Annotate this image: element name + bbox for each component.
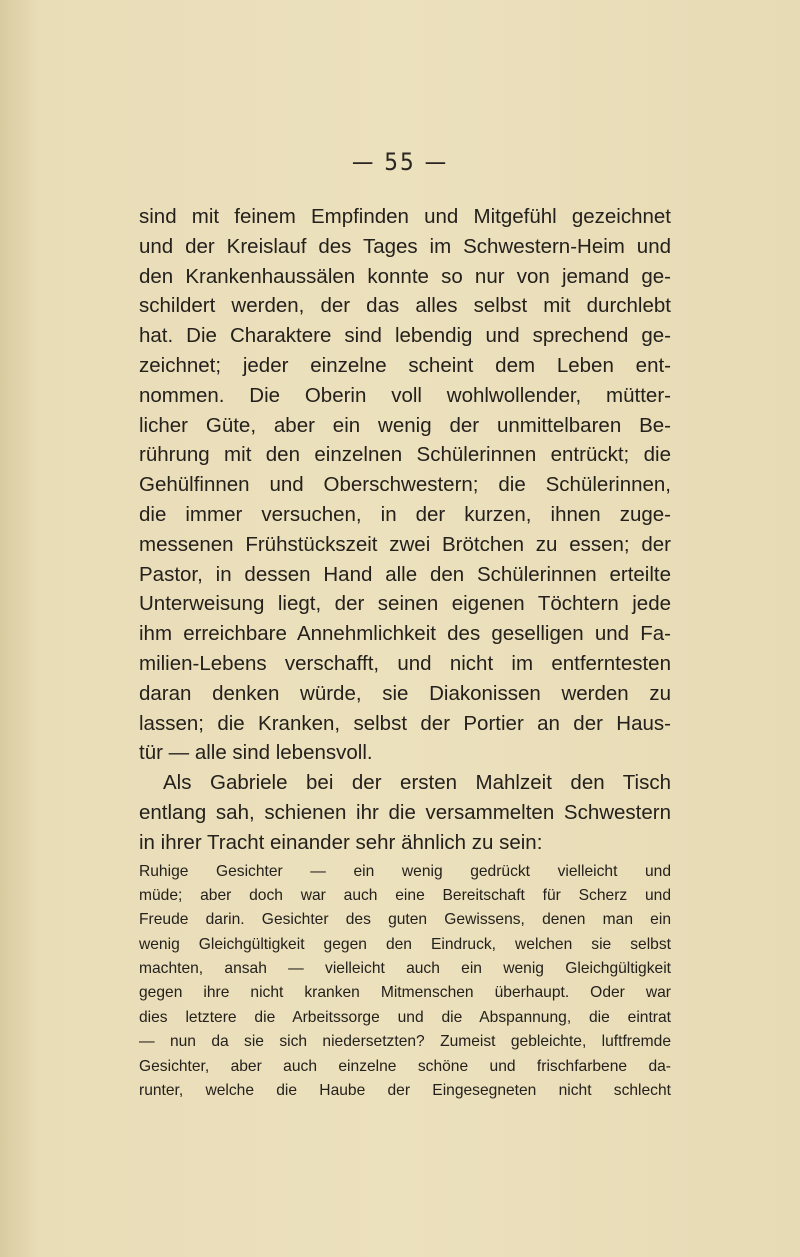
text-line: Als Gabriele bei der ersten Mahlzeit den Tisch — [163, 771, 671, 795]
text-line: wenig Gleichgültigkeit gegen den Eindruck, welchen sie selbst — [139, 935, 671, 953]
text-line: Gehülfinnen und Oberschwestern; die Schülerinnen, — [139, 473, 671, 497]
text-line: und der Kreislauf des Tages im Schwestern-Heim und — [139, 234, 671, 258]
text-line: sind mit feinem Empfinden und Mitgefühl gezeichnet — [139, 205, 671, 228]
text-line: schildert werden, der das alles selbst mit durchlebt — [139, 294, 671, 318]
text-line: Gesichter, aber auch einzelne schöne und frischfarbene da- — [139, 1057, 671, 1075]
paragraph-1 — [139, 202, 671, 768]
text-line: entlang sah, schienen ihr die versammelten Schwestern — [139, 800, 671, 824]
text-line: ihm erreichbare Annehmlichkeit des geselligen und Fa- — [139, 622, 671, 646]
text-line: licher Güte, aber ein wenig der unmittelbaren Be- — [139, 413, 671, 437]
text-line: Pastor, in dessen Hand alle den Schülerinnen erteilte — [139, 562, 671, 586]
text-line: — nun da sie sich niedersetzten? Zumeist gebleichte, luftfremde — [139, 1033, 671, 1051]
text-line: Freude darin. Gesichter des guten Gewissens, denen man ein — [139, 911, 671, 929]
page-number: — 55 — — [351, 148, 449, 176]
text-line: milien-Lebens verschafft, und nicht im entferntesten — [139, 651, 671, 675]
text-line: dies letztere die Arbeitssorge und die Abspannung, die eintrat — [139, 1008, 671, 1026]
text-line: in ihrer Tracht einander sehr ähnlich zu sein: — [139, 830, 543, 854]
text-line: daran denken würde, sie Diakonissen werden zu — [139, 681, 671, 705]
text-line: Unterweisung liegt, der seinen eigenen Töchtern jede — [139, 592, 671, 616]
text-line: Ruhige Gesichter — ein wenig gedrückt vielleicht und — [139, 862, 671, 880]
text-line: hat. Die Charaktere sind lebendig und sprechend ge- — [139, 324, 671, 348]
text-line: runter, welche die Haube der Eingesegneten nicht schlecht — [139, 1082, 671, 1100]
text-line: müde; aber doch war auch eine Bereitschaft für Scherz und — [139, 886, 671, 904]
text-line: zeichnet; jeder einzelne scheint dem Leben ent- — [139, 353, 671, 377]
paragraph-2 — [139, 768, 671, 857]
text-line: rührung mit den einzelnen Schülerinnen entrückt; die — [139, 443, 671, 467]
text-line: gegen ihre nicht kranken Mitmenschen überhaupt. Oder war — [139, 984, 671, 1002]
text-line: tür — alle sind lebensvoll. — [139, 741, 373, 765]
text-line: messenen Frühstückszeit zwei Brötchen zu essen; der — [139, 532, 671, 556]
text-line: die immer versuchen, in der kurzen, ihnen zuge- — [139, 502, 671, 526]
text-line: nommen. Die Oberin voll wohlwollender, mütter- — [139, 383, 671, 407]
text-line: machten, ansah — vielleicht auch ein wenig Gleichgültigkeit — [139, 960, 671, 978]
text-line: lassen; die Kranken, selbst der Portier an der Haus- — [139, 711, 671, 735]
quotation — [139, 860, 671, 1104]
body-text — [139, 202, 671, 1103]
text-line: den Krankenhaussälen konnte so nur von jemand ge- — [139, 264, 671, 288]
